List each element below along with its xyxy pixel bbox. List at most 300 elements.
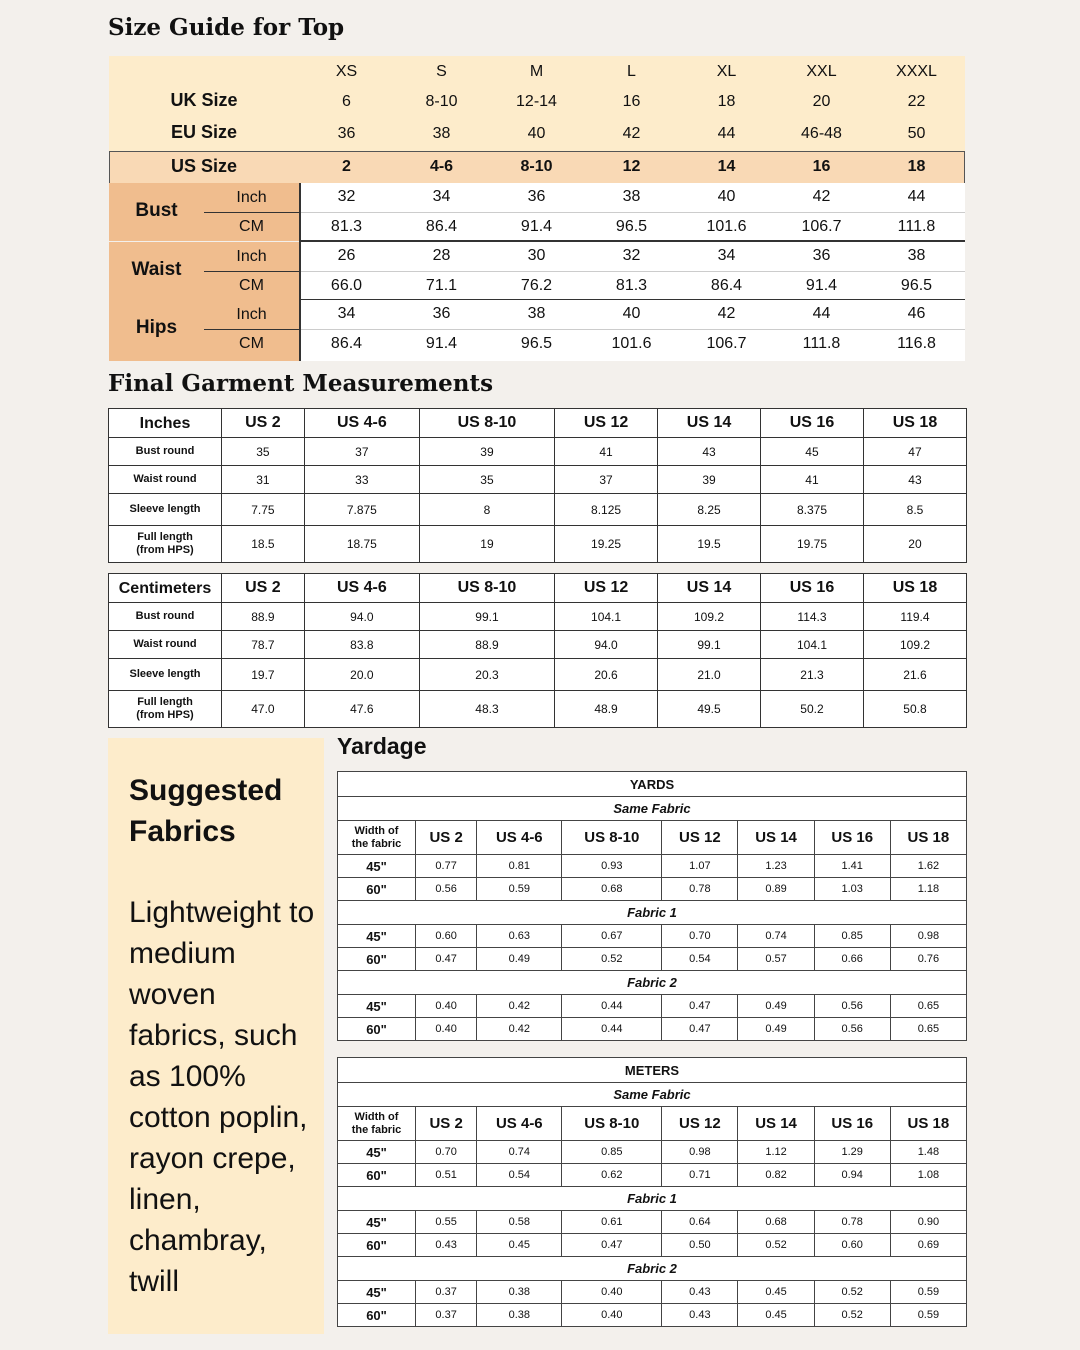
yardage-value: 0.49 — [738, 1018, 814, 1041]
yardage-value: 0.82 — [738, 1164, 814, 1187]
yardage-value: 0.64 — [662, 1211, 738, 1234]
table-row — [109, 631, 967, 659]
garment-inches-table — [108, 408, 967, 563]
final-garment-title: Final Garment Measurements — [108, 370, 494, 397]
hips-inch-value: 36 — [432, 305, 451, 322]
waist-cm-value: 91.4 — [805, 277, 838, 294]
waist-cm-value: 76.2 — [520, 277, 553, 294]
yardage-row — [338, 1018, 967, 1041]
table-header-row — [109, 409, 967, 438]
yardage-value: 1.03 — [814, 878, 890, 901]
yardage-value: 0.77 — [416, 855, 477, 878]
yardage-value: 0.69 — [890, 1234, 966, 1257]
bust-inch-value: 42 — [812, 188, 831, 205]
size-column-header: US 2 — [222, 574, 305, 603]
divider — [299, 271, 965, 272]
unit-cm: CM — [239, 335, 264, 352]
yardage-row — [338, 878, 967, 901]
us-size-value: 8-10 — [520, 158, 553, 175]
suggested-fabrics-title-line2: Fabrics — [129, 815, 236, 848]
bust-cm-value: 86.4 — [425, 218, 458, 235]
measurement-value: 20.0 — [304, 659, 419, 691]
yardage-row — [338, 995, 967, 1018]
yardage-value: 0.45 — [738, 1281, 814, 1304]
waist-inch-value: 28 — [432, 247, 451, 264]
yardage-value: 0.56 — [814, 995, 890, 1018]
unit-inch: Inch — [236, 189, 267, 206]
yardage-value: 0.38 — [477, 1304, 562, 1327]
size-column-header: US 14 — [658, 409, 761, 438]
yardage-value: 0.45 — [477, 1234, 562, 1257]
yardage-value: 0.55 — [416, 1211, 477, 1234]
yardage-value: 1.12 — [738, 1141, 814, 1164]
bust-inch-value: 38 — [622, 188, 641, 205]
fabric-width: 45" — [338, 1281, 416, 1304]
measurement-value: 43 — [863, 466, 966, 494]
divider — [299, 212, 965, 213]
yardage-value: 0.81 — [477, 855, 562, 878]
measurement-value: 119.4 — [863, 603, 966, 631]
size-column-header: US 2 — [416, 821, 477, 855]
yardage-row — [338, 1164, 967, 1187]
measurement-value: 94.0 — [304, 603, 419, 631]
yardage-value: 0.43 — [416, 1234, 477, 1257]
measurement-value: 20.3 — [419, 659, 554, 691]
measurement-value: 109.2 — [658, 603, 761, 631]
yardage-value: 0.42 — [477, 995, 562, 1018]
fabric-group-row — [338, 797, 967, 821]
suggested-fabrics-title — [129, 770, 319, 852]
fabric-width: 60" — [338, 1234, 416, 1257]
measurement-value: 114.3 — [761, 603, 864, 631]
measurement-value: 21.0 — [658, 659, 761, 691]
measurement-value: 109.2 — [863, 631, 966, 659]
measurement-label — [109, 659, 222, 691]
uk-size-value: 8-10 — [425, 93, 458, 110]
yardage-row — [338, 855, 967, 878]
measurement-value: 37 — [304, 438, 419, 466]
table-row — [109, 691, 967, 728]
yardage-value: 1.41 — [814, 855, 890, 878]
measurement-value: 83.8 — [304, 631, 419, 659]
fabric-group-name: Fabric 1 — [338, 1187, 967, 1211]
uk-size-value: 20 — [812, 93, 831, 110]
yardage-value: 0.49 — [477, 948, 562, 971]
yardage-value: 0.74 — [738, 925, 814, 948]
fabric-group-row — [338, 971, 967, 995]
yardage-value: 1.23 — [738, 855, 814, 878]
yardage-caption-row — [338, 772, 967, 797]
measurement-value: 35 — [222, 438, 305, 466]
hips-inch-value: 46 — [907, 305, 926, 322]
hips-label: Hips — [135, 317, 178, 338]
yardage-header-row — [338, 821, 967, 855]
yardage-value: 0.63 — [477, 925, 562, 948]
hips-cm-value: 86.4 — [330, 335, 363, 352]
yardage-row — [338, 948, 967, 971]
measurement-value: 48.3 — [419, 691, 554, 728]
uk-size-value: 16 — [622, 93, 641, 110]
yardage-value: 0.52 — [562, 948, 662, 971]
waist-inch-value: 30 — [527, 247, 546, 264]
yardage-value: 0.51 — [416, 1164, 477, 1187]
yardage-value: 0.65 — [890, 1018, 966, 1041]
width-label-line1: Width of — [354, 824, 399, 837]
size-column-header: US 4-6 — [304, 409, 419, 438]
yardage-value: 1.18 — [890, 878, 966, 901]
measurement-value: 8.5 — [863, 494, 966, 526]
fabric-group-name: Same Fabric — [338, 797, 967, 821]
yardage-value: 0.90 — [890, 1211, 966, 1234]
size-column-header: US 16 — [814, 821, 890, 855]
size-column-header: US 8-10 — [419, 409, 554, 438]
bust-inch-value: 44 — [907, 188, 926, 205]
fabric-group-name: Fabric 1 — [338, 901, 967, 925]
fabric-width: 45" — [338, 995, 416, 1018]
waist-inch-value: 38 — [907, 247, 926, 264]
unit-cm: CM — [239, 277, 264, 294]
measurement-value: 19.5 — [658, 526, 761, 563]
measurement-value: 88.9 — [419, 631, 554, 659]
width-label-line1: Width of — [354, 1110, 399, 1123]
divider — [299, 183, 301, 361]
yardage-value: 0.70 — [662, 925, 738, 948]
hips-inch-value: 42 — [717, 305, 736, 322]
measurement-value: 8.25 — [658, 494, 761, 526]
measurement-value: 19.75 — [761, 526, 864, 563]
size-column-header: US 12 — [662, 1107, 738, 1141]
size-column-header: US 8-10 — [562, 1107, 662, 1141]
width-of-fabric-label — [338, 821, 416, 855]
yardage-value: 0.44 — [562, 1018, 662, 1041]
measurement-label-text: Full length — [137, 696, 193, 708]
yardage-value: 0.78 — [814, 1211, 890, 1234]
size-column-header: US 2 — [222, 409, 305, 438]
measurement-value: 47.6 — [304, 691, 419, 728]
measurement-label-text: Bust round — [135, 610, 195, 622]
measurement-value: 43 — [658, 438, 761, 466]
measurement-value: 50.2 — [761, 691, 864, 728]
measurement-value: 48.9 — [555, 691, 658, 728]
measurement-value: 31 — [222, 466, 305, 494]
eu-size-value: 42 — [622, 125, 641, 142]
yardage-value: 0.54 — [662, 948, 738, 971]
size-column-header: US 2 — [416, 1107, 477, 1141]
yardage-value: 1.62 — [890, 855, 966, 878]
yardage-value: 0.40 — [416, 1018, 477, 1041]
yardage-value: 1.07 — [662, 855, 738, 878]
fabric-width: 60" — [338, 948, 416, 971]
fabric-width: 60" — [338, 1018, 416, 1041]
size-column-header: US 14 — [738, 821, 814, 855]
us-size-value: 16 — [812, 158, 831, 175]
fabric-width: 45" — [338, 925, 416, 948]
fabric-width: 60" — [338, 878, 416, 901]
hips-cm-value: 91.4 — [425, 335, 458, 352]
uk-size-value: 18 — [717, 93, 736, 110]
size-column-header: US 12 — [662, 821, 738, 855]
yardage-value: 0.68 — [738, 1211, 814, 1234]
measurement-value: 45 — [761, 438, 864, 466]
measurement-value: 41 — [761, 466, 864, 494]
yardage-value: 0.61 — [562, 1211, 662, 1234]
yardage-caption: YARDS — [338, 772, 967, 797]
hips-inch-value: 38 — [527, 305, 546, 322]
bust-inch-value: 34 — [432, 188, 451, 205]
waist-cm-value: 81.3 — [615, 277, 648, 294]
suggested-fabrics-title-line1: Suggested — [129, 774, 283, 807]
yardage-value: 0.94 — [814, 1164, 890, 1187]
yardage-value: 1.08 — [890, 1164, 966, 1187]
yardage-value: 0.44 — [562, 995, 662, 1018]
yardage-value: 0.37 — [416, 1281, 477, 1304]
measurement-value: 88.9 — [222, 603, 305, 631]
yardage-value: 0.52 — [738, 1234, 814, 1257]
yardage-value: 1.48 — [890, 1141, 966, 1164]
yardage-value: 0.98 — [662, 1141, 738, 1164]
yardage-value: 0.74 — [477, 1141, 562, 1164]
measurement-value: 18.5 — [222, 526, 305, 563]
measurement-value: 104.1 — [555, 603, 658, 631]
measurement-label-text: Waist round — [133, 638, 197, 650]
us-size-value: 14 — [717, 158, 736, 175]
fabric-group-row — [338, 901, 967, 925]
measurement-value: 20 — [863, 526, 966, 563]
measurement-value: 19.7 — [222, 659, 305, 691]
yardage-value: 0.40 — [562, 1304, 662, 1327]
measurement-value: 19 — [419, 526, 554, 563]
yardage-row — [338, 1281, 967, 1304]
bust-cm-value: 111.8 — [897, 218, 936, 235]
table-unit-label: Inches — [109, 409, 222, 438]
yardage-value: 0.62 — [562, 1164, 662, 1187]
letter-size: XL — [716, 63, 737, 80]
uk-size-value: 22 — [907, 93, 926, 110]
letter-size: M — [529, 63, 544, 80]
measurement-value: 21.6 — [863, 659, 966, 691]
yardage-value: 0.59 — [477, 878, 562, 901]
measurement-label-subtext: (from HPS) — [136, 709, 194, 721]
bust-inch-value: 32 — [337, 188, 356, 205]
yardage-value: 0.70 — [416, 1141, 477, 1164]
eu-size-value: 44 — [717, 125, 736, 142]
waist-inch-value: 34 — [717, 247, 736, 264]
divider — [204, 212, 299, 213]
table-unit-label: Centimeters — [109, 574, 222, 603]
yardage-value: 0.59 — [890, 1281, 966, 1304]
yardage-value: 0.52 — [814, 1281, 890, 1304]
unit-inch: Inch — [236, 306, 267, 323]
eu-size-value: 50 — [907, 125, 926, 142]
yardage-value: 0.60 — [416, 925, 477, 948]
yardage-value: 0.85 — [562, 1141, 662, 1164]
yardage-value: 0.89 — [738, 878, 814, 901]
yardage-title: Yardage — [337, 733, 427, 759]
fabric-group-row — [338, 1083, 967, 1107]
us-size-value: 12 — [622, 158, 641, 175]
measurement-value: 49.5 — [658, 691, 761, 728]
us-size-value: 18 — [907, 158, 926, 175]
hips-inch-value: 44 — [812, 305, 831, 322]
yardage-value: 0.68 — [562, 878, 662, 901]
yardage-value: 0.40 — [416, 995, 477, 1018]
measurement-label — [109, 466, 222, 494]
size-column-header: US 14 — [738, 1107, 814, 1141]
width-label-line2: the fabric — [351, 837, 402, 850]
measurement-value: 20.6 — [555, 659, 658, 691]
size-column-header: US 16 — [761, 409, 864, 438]
bust-label: Bust — [135, 200, 178, 221]
measurement-value: 39 — [658, 466, 761, 494]
letter-size: XS — [335, 63, 358, 80]
size-column-header: US 18 — [863, 574, 966, 603]
yardage-value: 0.85 — [814, 925, 890, 948]
measurement-value: 104.1 — [761, 631, 864, 659]
waist-inch-value: 26 — [337, 247, 356, 264]
size-column-header: US 4-6 — [477, 1107, 562, 1141]
size-column-header: US 18 — [890, 821, 966, 855]
fabric-group-row — [338, 1257, 967, 1281]
measurement-label — [109, 526, 222, 563]
measurement-label-subtext: (from HPS) — [136, 544, 194, 556]
fabric-width: 45" — [338, 1141, 416, 1164]
waist-inch-value: 32 — [622, 247, 641, 264]
eu-size-value: 38 — [432, 125, 451, 142]
measurement-value: 18.75 — [304, 526, 419, 563]
yardage-value: 0.60 — [814, 1234, 890, 1257]
measurement-label — [109, 603, 222, 631]
measurement-value: 35 — [419, 466, 554, 494]
hips-cm-value: 101.6 — [611, 335, 652, 352]
fabric-group-name: Fabric 2 — [338, 1257, 967, 1281]
size-column-header: US 18 — [863, 409, 966, 438]
yardage-value: 0.50 — [662, 1234, 738, 1257]
yardage-value: 0.37 — [416, 1304, 477, 1327]
fabric-group-name: Same Fabric — [338, 1083, 967, 1107]
measurement-value: 78.7 — [222, 631, 305, 659]
table-row — [109, 466, 967, 494]
letter-size: XXXL — [896, 63, 937, 80]
measurement-value: 37 — [555, 466, 658, 494]
bust-cm-value: 91.4 — [520, 218, 553, 235]
us-size-label: US Size — [170, 156, 238, 176]
letter-size: L — [627, 63, 636, 80]
width-of-fabric-label — [338, 1107, 416, 1141]
size-column-header: US 12 — [555, 574, 658, 603]
width-label-line2: the fabric — [351, 1123, 402, 1136]
measurement-value: 39 — [419, 438, 554, 466]
table-row — [109, 526, 967, 563]
yardage-header-row — [338, 1107, 967, 1141]
divider — [299, 329, 965, 330]
size-guide-table — [109, 56, 965, 361]
bust-cm-value: 96.5 — [615, 218, 648, 235]
measurement-value: 7.875 — [304, 494, 419, 526]
table-row — [109, 603, 967, 631]
suggested-fabrics-panel — [108, 738, 324, 1334]
measurement-value: 41 — [555, 438, 658, 466]
fabric-group-row — [338, 1187, 967, 1211]
yardage-meters-table — [337, 1057, 967, 1327]
measurement-label — [109, 631, 222, 659]
fabric-group-name: Fabric 2 — [338, 971, 967, 995]
waist-cm-value: 96.5 — [900, 277, 933, 294]
yardage-value: 0.66 — [814, 948, 890, 971]
yardage-caption: METERS — [338, 1058, 967, 1083]
yardage-value: 0.49 — [738, 995, 814, 1018]
bust-inch-value: 40 — [717, 188, 736, 205]
yardage-value: 1.29 — [814, 1141, 890, 1164]
yardage-yards-table — [337, 771, 967, 1041]
measurement-label — [109, 438, 222, 466]
yardage-value: 0.67 — [562, 925, 662, 948]
yardage-caption-row — [338, 1058, 967, 1083]
table-header-row — [109, 574, 967, 603]
bust-cm-value: 101.6 — [706, 218, 747, 235]
measurement-label — [109, 691, 222, 728]
measurement-value: 47 — [863, 438, 966, 466]
measurement-value: 99.1 — [658, 631, 761, 659]
bust-cm-value: 106.7 — [801, 218, 842, 235]
measurement-label-text: Waist round — [133, 473, 197, 485]
eu-size-value: 36 — [337, 125, 356, 142]
size-column-header: US 14 — [658, 574, 761, 603]
size-guide-title: Size Guide for Top — [108, 14, 345, 41]
measurement-value: 8.125 — [555, 494, 658, 526]
hips-cm-value: 111.8 — [802, 335, 841, 352]
yardage-value: 0.38 — [477, 1281, 562, 1304]
measurement-value: 94.0 — [555, 631, 658, 659]
measurement-value: 50.8 — [863, 691, 966, 728]
yardage-value: 0.45 — [738, 1304, 814, 1327]
eu-size-value: 46-48 — [801, 125, 842, 142]
unit-cm: CM — [239, 218, 264, 235]
yardage-value: 0.93 — [562, 855, 662, 878]
yardage-row — [338, 1211, 967, 1234]
measurement-label-text: Sleeve length — [129, 503, 201, 515]
fabric-width: 60" — [338, 1304, 416, 1327]
size-column-header: US 4-6 — [477, 821, 562, 855]
waist-cm-value: 71.1 — [425, 277, 458, 294]
yardage-value: 0.65 — [890, 995, 966, 1018]
letter-size: S — [436, 63, 447, 80]
suggested-fabrics-text: Lightweight to medium woven fabrics, such as 100% cotton poplin, rayon crepe, linen, chambray, twill — [129, 896, 315, 1298]
yardage-value: 0.58 — [477, 1211, 562, 1234]
yardage-row — [338, 1304, 967, 1327]
yardage-row — [338, 1141, 967, 1164]
waist-label: Waist — [131, 259, 182, 280]
measurement-value: 21.3 — [761, 659, 864, 691]
size-column-header: US 12 — [555, 409, 658, 438]
table-row — [109, 438, 967, 466]
measurement-label-text: Sleeve length — [129, 668, 201, 680]
waist-cm-value: 66.0 — [330, 277, 363, 294]
yardage-value: 0.43 — [662, 1304, 738, 1327]
yardage-value: 0.47 — [562, 1234, 662, 1257]
eu-size-value: 40 — [527, 125, 546, 142]
measurement-value: 47.0 — [222, 691, 305, 728]
yardage-value: 0.56 — [416, 878, 477, 901]
yardage-value: 0.54 — [477, 1164, 562, 1187]
uk-size-value: 12-14 — [516, 93, 557, 110]
size-column-header: US 4-6 — [304, 574, 419, 603]
measurement-label-text: Full length — [137, 531, 193, 543]
measurement-value: 33 — [304, 466, 419, 494]
fabric-width: 45" — [338, 855, 416, 878]
measurement-value: 19.25 — [555, 526, 658, 563]
divider — [204, 271, 299, 272]
bust-inch-value: 36 — [527, 188, 546, 205]
